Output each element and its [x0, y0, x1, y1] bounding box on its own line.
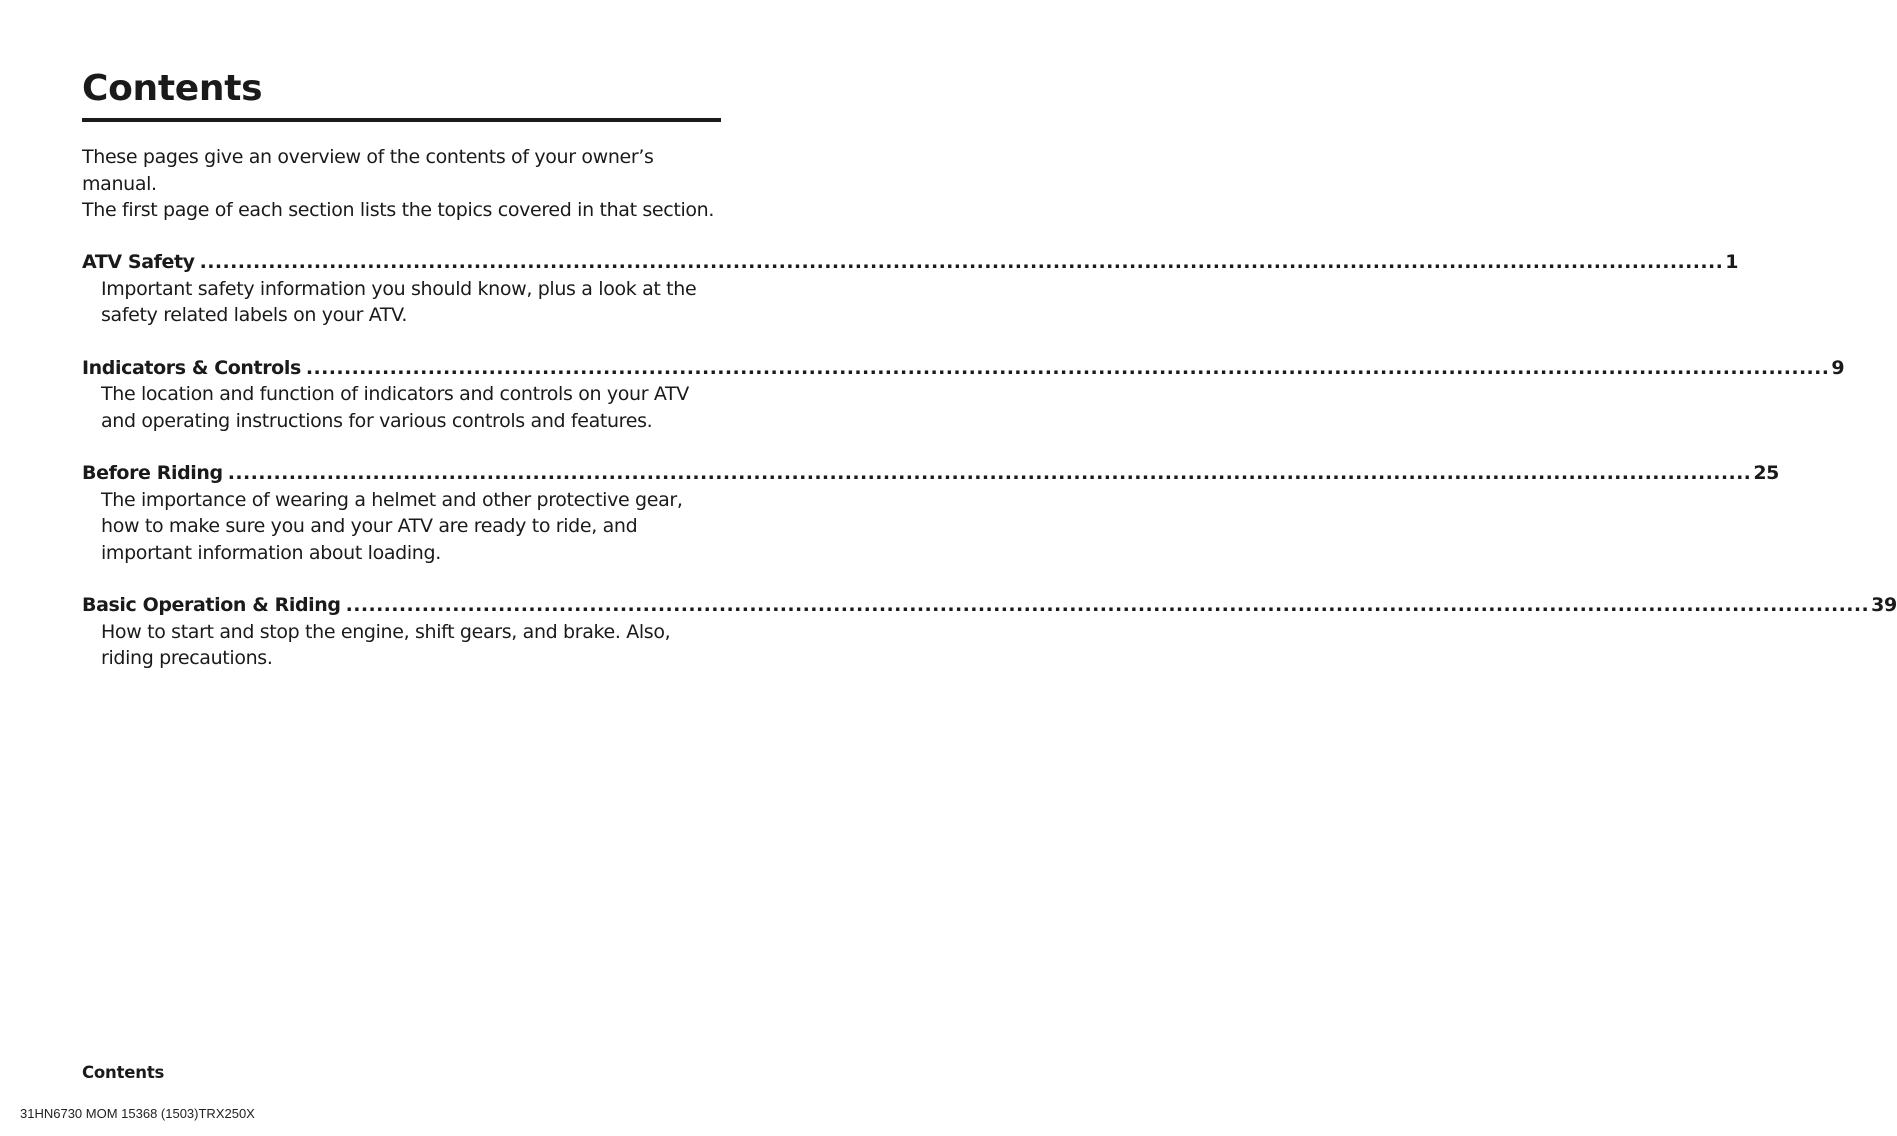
toc-entry-page-number: 39: [1871, 594, 1897, 616]
toc-entry-title: Indicators & Controls: [82, 356, 301, 379]
toc-entry-basic-operation-riding[interactable]: [82, 592, 1897, 672]
toc-entry-before-riding[interactable]: [82, 460, 1779, 566]
title-rule: [82, 118, 721, 122]
toc-entry-page-number: 25: [1753, 462, 1779, 484]
toc-entry-description: How to start and stop the engine, shift gears, and brake. Also, riding precautions.: [101, 620, 671, 669]
toc-entry-heading: [82, 592, 1897, 619]
toc-entry-page-number: 9: [1831, 356, 1845, 379]
toc-entry-title: Before Riding: [82, 462, 223, 484]
toc-entry-heading: [82, 355, 1845, 382]
toc-entry-page-number: 1: [1725, 251, 1739, 273]
table-of-contents: [82, 249, 1897, 698]
toc-entry-heading: [82, 249, 1739, 276]
toc-leader-dots: ........................................................................................................................................................................................................: [305, 356, 1830, 379]
footer-section-label: Contents: [82, 1063, 165, 1082]
toc-entry-description: The importance of wearing a helmet and other protective gear, how to make sure you and your ATV are ready to ride, and important information about loading.: [101, 488, 683, 564]
toc-entry-heading: [82, 460, 1779, 487]
intro-line: These pages give an overview of the contents of your owner’s manual.: [82, 146, 654, 195]
intro-line: The first page of each section lists the topics covered in that section.: [82, 199, 715, 221]
intro-text: [82, 144, 727, 224]
toc-entry-atv-safety[interactable]: [82, 249, 1739, 329]
toc-leader-dots: ........................................................................................................................................................................................................: [199, 251, 1724, 273]
toc-leader-dots: ........................................................................................................................................................................................................: [345, 594, 1870, 616]
toc-entry-indicators-controls[interactable]: [82, 355, 1845, 435]
toc-entry-title: ATV Safety: [82, 251, 195, 273]
page-title: Contents: [82, 68, 263, 109]
toc-leader-dots: ........................................................................................................................................................................................................: [227, 462, 1752, 484]
toc-entry-title: Basic Operation & Riding: [82, 594, 341, 616]
toc-entry-description: The location and function of indicators and controls on your ATV and operating instructions for various controls and features.: [101, 383, 689, 432]
print-code: 31HN6730 MOM 15368 (1503)TRX250X: [20, 1106, 255, 1121]
toc-entry-description: Important safety information you should know, plus a look at the safety related labels on your ATV.: [101, 277, 697, 326]
